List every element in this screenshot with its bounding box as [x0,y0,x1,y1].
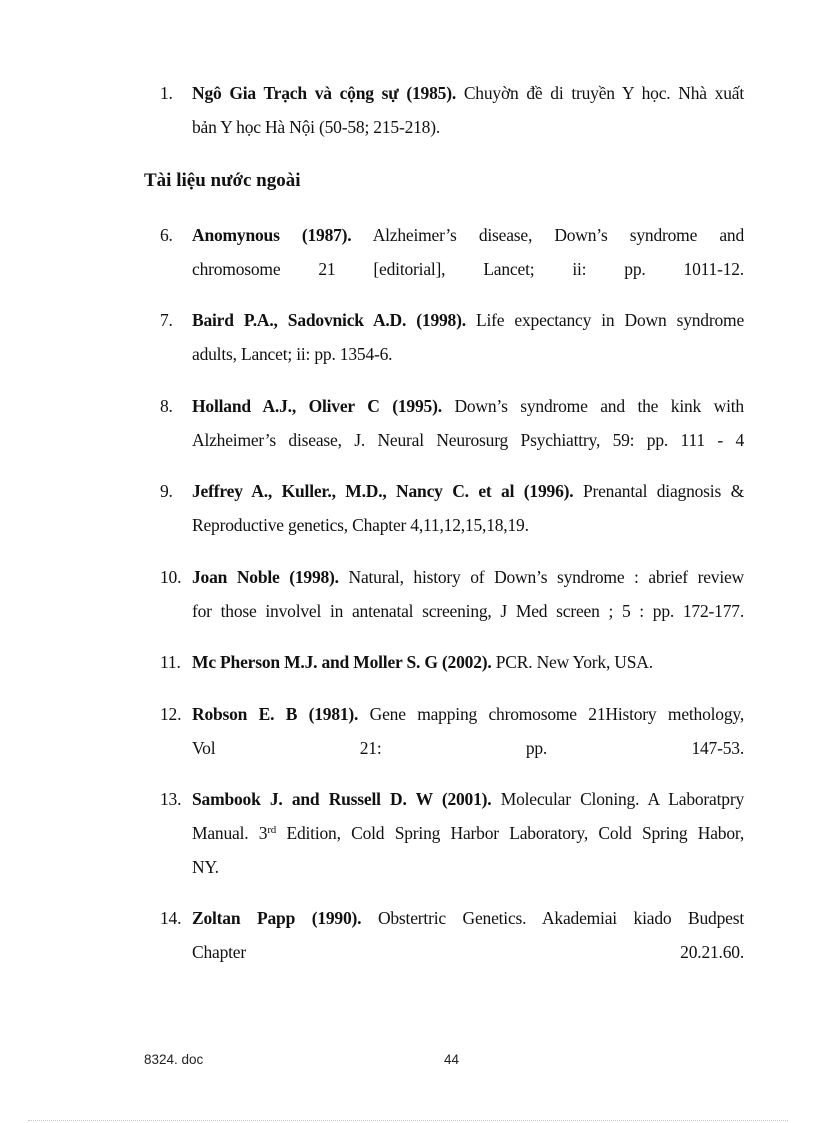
reference-line-2: Alzheimer’s disease, J. Neural Neurosurg Psychiattry, 59: pp. 111 - 4 [192,430,744,450]
reference-authors: Joan Noble (1998). [192,567,339,587]
reference-authors: Jeffrey A., Kuller., M.D., Nancy C. et al (1996). [192,481,574,501]
reference-number: 11. [160,652,181,672]
reference-line-1 [192,474,744,508]
reference-item [160,303,744,371]
reference-line-2: Reproductive genetics, Chapter 4,11,12,15,18,19. [192,515,529,535]
reference-line-2: Chapter 20.21.60. [192,942,744,962]
reference-number: 6. [160,225,173,245]
reference-authors: Mc Pherson M.J. and Moller S. G (2002). [192,652,492,672]
reference-item [160,218,744,286]
reference-line-2: adults, Lancet; ii: pp. 1354-6. [192,344,393,364]
reference-item [160,645,744,679]
reference-text: Natural, history of Down’s syndrome : abrief review [338,567,744,587]
reference-text: Molecular Cloning. A Laboratpry [491,789,745,809]
reference-text: Obstertric Genetics. Akademiai kiado Budpest [361,908,744,928]
reference-number: 14. [160,908,182,928]
section-heading: Tài liệu nước ngoài [144,170,301,191]
reference-number: 7. [160,310,173,330]
reference-line-1 [192,389,744,423]
reference-line-1 [192,697,744,731]
reference-text: Alzheimer’s disease, Down’s syndrome and [351,225,744,245]
reference-item [160,782,744,884]
reference-authors: Zoltan Papp (1990). [192,908,362,928]
reference-authors: Holland A.J., Oliver C (1995). [192,396,442,416]
reference-line-1 [192,218,744,252]
reference-item [160,560,744,628]
reference-item [160,697,744,765]
reference-line-1 [192,560,744,594]
reference-text: PCR. New York, USA. [491,652,653,672]
reference-number: 10. [160,567,182,587]
reference-line-2: for those involvel in antenatal screening, J Med screen ; 5 : pp. 172-177. [192,601,744,621]
reference-authors: Anomynous (1987). [192,225,352,245]
reference-line-2: Vol 21: pp. 147-53. [192,738,744,758]
ordinal-suffix: rd [267,824,277,836]
reference-number: 9. [160,481,173,501]
reference-text: Prenantal diagnosis & [573,481,744,501]
reference-item [160,901,744,969]
page-divider [28,1120,788,1121]
reference-line-1 [192,303,744,337]
reference-text: Manual. 3 [192,823,268,843]
reference-text: Down’s syndrome and the kink with [441,396,744,416]
reference-line-1 [192,782,744,816]
reference-item [160,474,744,542]
footer-filename: 8324. doc [144,1052,204,1067]
reference-item [160,76,744,144]
reference-line-2: chromosome 21 [editorial], Lancet; ii: pp. 1011-12. [192,259,744,279]
reference-line-1 [192,645,744,679]
reference-authors: Ngô Gia Trạch và cộng sự (1985). [192,83,456,103]
reference-number: 13. [160,789,182,809]
reference-line-2 [192,816,744,850]
reference-number: 8. [160,396,173,416]
reference-line-2: bản Y học Hà Nội (50-58; 215-218). [192,117,441,137]
reference-number: 12. [160,704,182,724]
reference-text: Chuyờn đề di truyền Y học. Nhà xuất [456,83,744,103]
reference-text: Life expectancy in Down syndrome [465,310,745,330]
reference-text: Gene mapping chromosome 21History methology, [358,704,744,724]
reference-line-1 [192,76,744,110]
reference-authors: Baird P.A., Sadovnick A.D. (1998). [192,310,466,330]
reference-number: 1. [160,83,173,103]
reference-text: Edition, Cold Spring Harbor Laboratory, Cold Spring Habor, [276,823,744,843]
reference-line-1 [192,901,744,935]
reference-line-3: NY. [192,857,219,877]
reference-authors: Robson E. B (1981). [192,704,359,724]
reference-item [160,389,744,457]
page-number: 44 [444,1052,460,1067]
reference-authors: Sambook J. and Russell D. W (2001). [192,789,492,809]
